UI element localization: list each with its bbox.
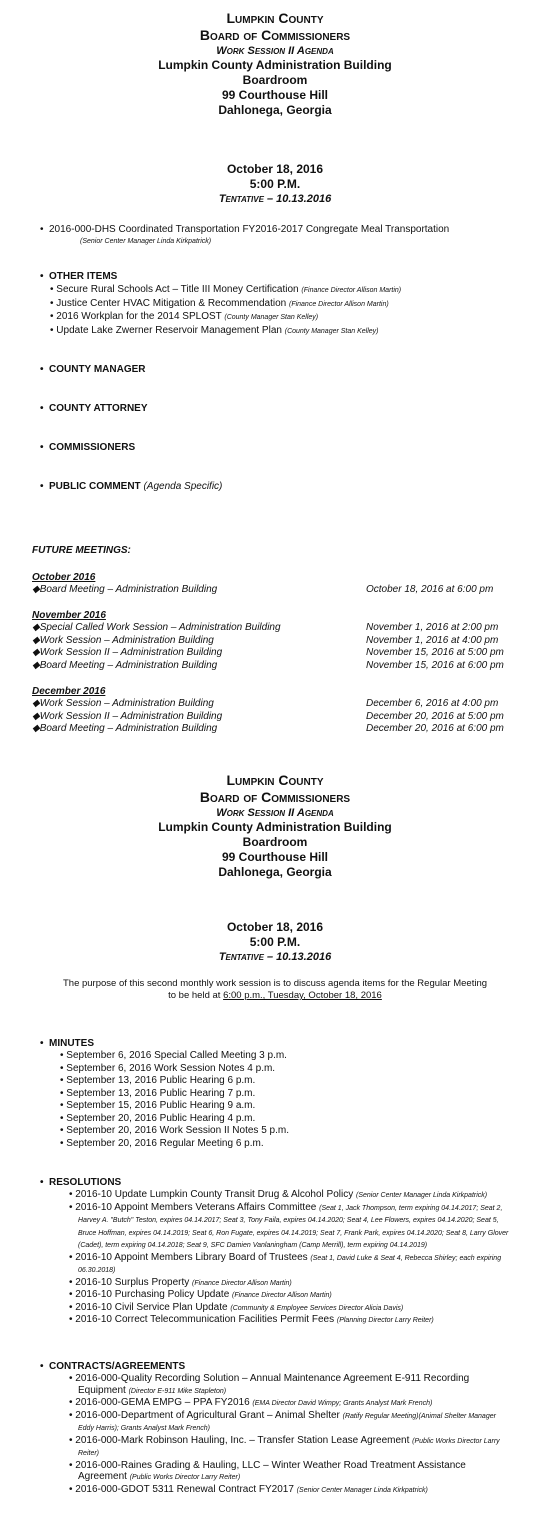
item-note: (Finance Director Allison Martin) (192, 1279, 292, 1287)
item-text: September 20, 2016 Work Session II Notes 5 p.m. (66, 1125, 289, 1136)
list-item (60, 1138, 530, 1151)
building-name: Lumpkin County Administration Building (158, 58, 392, 72)
bullet-icon: • (40, 481, 44, 492)
item-text: 2016 Workplan for the 2014 SPLOST (56, 311, 222, 322)
bullet-icon: • (60, 1137, 67, 1149)
public-comment-title: PUBLIC COMMENT (49, 481, 141, 492)
other-items-title: OTHER ITEMS (49, 271, 118, 282)
meeting-date: October 18, 2016 (226, 920, 324, 934)
meeting-when: October 18, 2016 at 6:00 pm (366, 584, 494, 595)
item-text: 2016-000-Raines Grading & Hauling, LLC – Winter Weather Road Treatment Assistance Agreement (75, 1459, 466, 1482)
commissioners-title: COMMISSIONERS (49, 442, 136, 453)
bullet-icon: • (69, 1276, 76, 1288)
bullet-icon: • (50, 297, 57, 309)
meeting-row (32, 660, 512, 673)
list-item (60, 1289, 510, 1302)
county-title: Lumpkin County (226, 10, 324, 26)
list-item (50, 325, 530, 339)
bullet-icon: • (50, 324, 57, 336)
meeting-row (32, 622, 512, 635)
top-item-note: (Senior Center Manager Linda Kirkpatrick) (80, 238, 212, 245)
item-text: 2016-000-Quality Recording Solution – Annual Maintenance Agreement E-911 Recording Equipment (75, 1373, 470, 1396)
month-meetings (32, 584, 512, 597)
item-note: (Public Works Director Larry Reiter) (129, 1474, 241, 1481)
list-item (60, 1252, 510, 1277)
meeting-when: December 20, 2016 at 6:00 pm (366, 723, 504, 734)
list-item (60, 1373, 510, 1397)
item-text: Update Lake Zwerner Reservoir Management Plan (56, 324, 282, 336)
bullet-icon: • (69, 1189, 76, 1200)
other-items-list (50, 284, 530, 338)
bullet-icon: • (69, 1434, 76, 1446)
city: Dahlonega, Georgia (218, 103, 332, 117)
list-item (60, 1277, 510, 1290)
tentative-date: Tentative – 10.13.2016 (218, 193, 332, 205)
list-item (60, 1435, 510, 1460)
bullet-icon: • (60, 1087, 67, 1099)
bullet-icon: • (69, 1314, 76, 1325)
list-item (60, 1460, 510, 1484)
bullet-icon: • (60, 1100, 67, 1111)
item-note: (County Manager Stan Kelley) (284, 327, 379, 335)
bullet-icon: • (40, 1361, 44, 1372)
contracts-heading (40, 1361, 530, 1373)
list-item (60, 1088, 530, 1101)
bullet-icon: • (40, 1038, 44, 1049)
item-text: September 6, 2016 Special Called Meeting 3 p.m. (66, 1050, 287, 1061)
board-title: Board of Commissioners (199, 789, 351, 805)
future-meetings-title: FUTURE MEETINGS: (32, 545, 131, 556)
month-heading: November 2016 (32, 610, 106, 621)
bullet-icon: • (69, 1301, 76, 1313)
bullet-icon: • (50, 311, 57, 322)
county-manager-heading (40, 364, 530, 376)
meeting-when: November 1, 2016 at 4:00 pm (366, 634, 499, 646)
bullet-icon: • (69, 1251, 76, 1263)
bullet-icon: • (60, 1050, 67, 1061)
address: 99 Courthouse Hill (221, 88, 328, 102)
bullet-icon: • (60, 1112, 67, 1124)
bullet-icon: • (50, 284, 57, 295)
list-item (60, 1189, 510, 1202)
item-text: September 15, 2016 Public Hearing 9 a.m. (66, 1100, 256, 1111)
list-item (60, 1113, 530, 1126)
list-item (60, 1063, 530, 1076)
county-manager-title: COUNTY MANAGER (49, 364, 146, 375)
bullet-icon: • (40, 224, 44, 235)
minutes-title: MINUTES (49, 1038, 94, 1049)
item-note: (Seat 1, Jack Thompson, term expiring 04.14.2017; Seat 2, Harvey A. "Butch" Teston, expires 04.14.2017; Seat 3, Tony Faila, expires 04.14.2020; Seat 4, Lee Flowers, expires 04.14.2020; Seat 5, Bruce Hoffman, expires 04.14.2019; Seat 6, Ron Fugate, expires 04.14.2019; Seat 7, Frank Park, expires 04.14.2020; Seat 8, Larry Glover (Cadet), term expiring 04.14.2018; Seat 9, SFC Damien Vanlaningham (Camp Merrill), term expiring 04.14.2019) (78, 1204, 509, 1249)
agenda-title: Work Session II Agenda (216, 807, 334, 819)
meeting-event: ◆Work Session – Administration Building (32, 634, 214, 646)
meeting-when: November 15, 2016 at 6:00 pm (366, 659, 504, 671)
bullet-icon: • (60, 1075, 67, 1086)
resolutions-list (60, 1189, 510, 1327)
meeting-when: December 6, 2016 at 4:00 pm (366, 698, 499, 709)
county-title: Lumpkin County (226, 772, 324, 788)
county-attorney-title: COUNTY ATTORNEY (49, 403, 148, 414)
public-comment-heading (40, 481, 530, 493)
bullet-icon: • (69, 1201, 76, 1213)
commissioners-heading (40, 442, 530, 454)
bullet-icon: • (69, 1409, 76, 1421)
meeting-event: ◆Board Meeting – Administration Building (32, 584, 218, 595)
room-name: Boardroom (242, 835, 308, 849)
bullet-icon: • (40, 364, 44, 375)
meeting-time: 5:00 P.M. (249, 935, 301, 949)
item-note: (Public Works Director Larry Reiter) (78, 1437, 500, 1457)
item-note: (Senior Center Manager Linda Kirkpatrick) (356, 1192, 488, 1199)
bullet-icon: • (40, 271, 44, 282)
list-item (50, 298, 530, 312)
item-note: (Ratify Regular Meeting)(Animal Shelter Manager Eddy Harris); Grants Analyst Mark French) (78, 1412, 496, 1432)
list-item (60, 1202, 510, 1252)
bullet-icon: • (40, 403, 44, 414)
item-note: (Finance Director Allison Martin) (288, 300, 389, 308)
address: 99 Courthouse Hill (221, 850, 328, 864)
item-text: 2016-000-Mark Robinson Hauling, Inc. – Transfer Station Lease Agreement (75, 1434, 410, 1446)
item-text: September 20, 2016 Public Hearing 4 p.m. (66, 1112, 256, 1124)
top-item (40, 224, 530, 248)
item-text: 2016-000-GEMA EMPG – PPA FY2016 (75, 1397, 250, 1408)
bullet-icon: • (69, 1289, 76, 1300)
meeting-when: November 1, 2016 at 2:00 pm (366, 622, 499, 633)
meeting-row (32, 647, 512, 660)
meeting-row (32, 698, 512, 711)
meeting-event: ◆Work Session II – Administration Building (32, 647, 223, 658)
agenda-title: Work Session II Agenda (216, 45, 334, 57)
list-item (50, 284, 530, 298)
purpose-statement (40, 978, 510, 1002)
bullet-icon: • (69, 1373, 76, 1384)
purpose-text: to be held at (168, 990, 221, 1001)
meeting-event: ◆Board Meeting – Administration Building (32, 659, 218, 671)
meeting-time: 5:00 P.M. (249, 177, 301, 191)
item-text: Secure Rural Schools Act – Title III Money Certification (56, 284, 299, 295)
list-item (60, 1314, 510, 1327)
meeting-row (32, 723, 512, 736)
item-text: 2016-10 Update Lumpkin County Transit Drug & Alcohol Policy (75, 1189, 354, 1200)
resolutions-title: RESOLUTIONS (49, 1177, 122, 1188)
bullet-icon: • (69, 1397, 76, 1408)
public-comment-note: (Agenda Specific) (143, 481, 223, 492)
regular-meeting-time: 6:00 p.m., Tuesday, October 18, 2016 (223, 990, 382, 1001)
meeting-event: ◆Board Meeting – Administration Building (32, 723, 218, 734)
item-note: (Seat 1, David Luke & Seat 4, Rebecca Shirley; each expiring 06.30.2018) (78, 1254, 502, 1274)
list-item (60, 1302, 510, 1315)
item-text: 2016-10 Purchasing Policy Update (75, 1289, 230, 1300)
bullet-icon: • (40, 442, 44, 453)
bullet-icon: • (69, 1483, 76, 1495)
purpose-line-1: The purpose of this second monthly work session is to discuss agenda items for the Regular Meeting (62, 978, 488, 989)
building-name: Lumpkin County Administration Building (158, 820, 392, 834)
item-text: 2016-10 Correct Telecommunication Facilities Permit Fees (75, 1314, 335, 1325)
list-item (60, 1100, 530, 1113)
meeting-when: November 15, 2016 at 5:00 pm (366, 647, 504, 658)
bullet-icon: • (40, 1177, 44, 1188)
meeting-row (32, 711, 512, 724)
minutes-heading (40, 1038, 530, 1050)
bullet-icon: • (69, 1459, 76, 1471)
item-text: 2016-10 Appoint Members Veterans Affairs Committee (75, 1201, 317, 1213)
month-meetings (32, 698, 512, 736)
minutes-list (60, 1050, 530, 1150)
item-text: 2016-10 Appoint Members Library Board of Trustees (75, 1251, 308, 1263)
item-text: September 6, 2016 Work Session Notes 4 p.m. (66, 1062, 276, 1074)
month-heading: October 2016 (32, 572, 96, 583)
item-text: Justice Center HVAC Mitigation & Recommendation (56, 297, 287, 309)
list-item (60, 1075, 530, 1088)
list-item (60, 1484, 510, 1497)
list-item (60, 1125, 530, 1138)
month-meetings (32, 622, 512, 672)
meeting-row (32, 635, 512, 648)
list-item (60, 1397, 510, 1410)
doc2-header (0, 772, 550, 880)
item-text: 2016-000-Department of Agricultural Grant – Animal Shelter (75, 1409, 340, 1421)
doc1-header (0, 10, 550, 118)
resolutions-heading (40, 1177, 530, 1189)
item-text: 2016-10 Surplus Property (75, 1276, 190, 1288)
contracts-list (60, 1373, 510, 1496)
meeting-event: ◆Work Session II – Administration Building (32, 710, 223, 722)
item-note: (Finance Director Allison Martin) (301, 287, 402, 294)
bullet-icon: • (60, 1125, 67, 1136)
item-text: September 13, 2016 Public Hearing 7 p.m. (66, 1087, 256, 1099)
county-attorney-heading (40, 403, 530, 415)
contracts-title: CONTRACTS/AGREEMENTS (49, 1361, 186, 1372)
list-item (50, 311, 530, 325)
purpose-line-2 (40, 990, 510, 1002)
list-item (60, 1050, 530, 1063)
other-items-heading (40, 271, 530, 283)
item-text: September 20, 2016 Regular Meeting 6 p.m. (66, 1137, 264, 1149)
item-note: (EMA Director David Wimpy; Grants Analyst Mark French) (252, 1400, 433, 1407)
tentative-date: Tentative – 10.13.2016 (218, 951, 332, 963)
item-text: September 13, 2016 Public Hearing 6 p.m. (66, 1075, 256, 1086)
item-note: (Senior Center Manager Linda Kirkpatrick) (296, 1486, 428, 1494)
bullet-icon: • (60, 1062, 67, 1074)
item-note: (Community & Employee Services Director Alicia Davis) (230, 1304, 404, 1312)
room-name: Boardroom (242, 73, 308, 87)
meeting-date: October 18, 2016 (226, 162, 324, 176)
meeting-event: ◆Special Called Work Session – Administration Building (32, 622, 281, 633)
item-text: 2016-000-GDOT 5311 Renewal Contract FY2017 (75, 1483, 294, 1495)
board-title: Board of Commissioners (199, 27, 351, 43)
doc2-date-block (0, 920, 550, 964)
item-note: (County Manager Stan Kelley) (224, 314, 319, 321)
item-note: (Director E-911 Mike Stapleton) (128, 1387, 227, 1395)
item-note: (Finance Director Allison Martin) (232, 1292, 332, 1299)
list-item (60, 1410, 510, 1435)
item-text: 2016-10 Civil Service Plan Update (75, 1301, 228, 1313)
meeting-when: December 20, 2016 at 5:00 pm (366, 710, 504, 722)
doc1-date-block (0, 162, 550, 206)
item-note: (Planning Director Larry Reiter) (336, 1317, 434, 1324)
month-heading: December 2016 (32, 686, 106, 697)
top-item-text: 2016-000-DHS Coordinated Transportation FY2016-2017 Congregate Meal Transportation (49, 224, 450, 235)
city: Dahlonega, Georgia (218, 865, 332, 879)
meeting-row (32, 584, 512, 597)
meeting-event: ◆Work Session – Administration Building (32, 698, 214, 709)
